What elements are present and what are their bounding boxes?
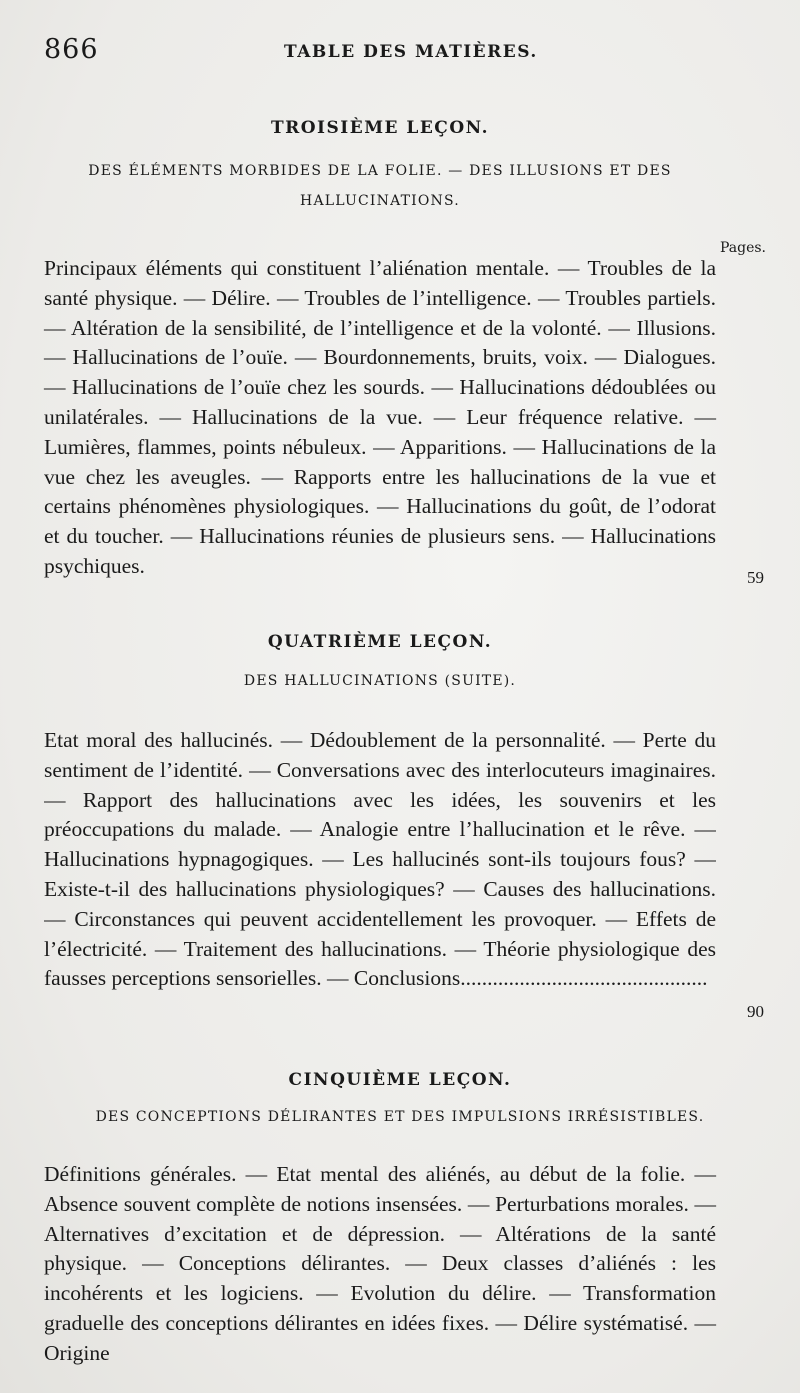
- lesson-subtitle: DES ÉLÉMENTS MORBIDES DE LA FOLIE. — DES ILLUSIONS ET DES HALLUCINATIONS.: [88, 163, 672, 209]
- page-reference: 90: [747, 1002, 764, 1021]
- lesson-4: [44, 632, 716, 696]
- lesson-text: Définitions générales. — Etat mental des aliénés, au début de la folie. — Absence souvent complète de notions insensées. — Perturbations morales. — Alternatives d’excitation et de dépression. — Altérations de la santé physique. — Conceptions délirantes. — Deux classes d’aliénés : les incohérents et les logiciens. — Evolution du délire. — Transformation graduelle des conceptions délirantes en idées fixes. — Délire systématisé. — Origine: [44, 1162, 716, 1365]
- running-title: TABLE DES MATIÈRES.: [284, 42, 538, 62]
- page-header: [44, 34, 760, 74]
- lesson-text: Etat moral des hallucinés. — Dédoublement de la personnalité. — Perte du sentiment de l’identité. — Conversations avec des interlocuteurs imaginaires. — Rapport des hallucinations avec les idées, les souvenirs et les préoccupations du malade. — Analogie entre l’hallucination et le rêve. — Hallucinations hypnagogiques. — Les hallucinés sont-ils toujours fous? — Existe-t-il des hallucinations physiologiques? — Causes des hallucinations. — Circonstances qui peuvent accidentellement les provoquer. — Effets de l’électricité. — Traitement des hallucinations. — Théorie physiologique des fausses perceptions sensorielles. — Conclusions..............................................: [44, 728, 716, 991]
- lesson-title: CINQUIÈME LEÇON.: [288, 1070, 512, 1090]
- lesson-5: [30, 1070, 770, 1132]
- page-reference: 59: [747, 568, 764, 587]
- lesson-title: QUATRIÈME LEÇON.: [267, 632, 493, 652]
- lesson-subtitle: DES CONCEPTIONS DÉLIRANTES ET DES IMPULSIONS IRRÉSISTIBLES.: [95, 1109, 705, 1125]
- lesson-3: [44, 118, 716, 216]
- lesson-text: Principaux éléments qui constituent l’aliénation mentale. — Troubles de la santé physique. — Délire. — Troubles de l’intelligence. — Troubles partiels. — Altération de la sensibilité, de l’intelligence et de la volonté. — Illusions. — Hallucinations de l’ouïe. — Bourdonnements, bruits, voix. — Dialogues. — Hallucinations de l’ouïe chez les sourds. — Hallucinations dédoublées ou unilatérales. — Hallucinations de la vue. — Leur fréquence relative. — Lumières, flammes, points nébuleux. — Apparitions. — Hallucinations de la vue chez les aveugles. — Rapports entre les hallucinations de la vue et certains phénomènes physiologiques. — Hallucinations du goût, de l’odorat et du toucher. — Hallucinations réunies de plusieurs sens. — Hallucinations psychiques.: [44, 256, 716, 578]
- lesson-title: TROISIÈME LEÇON.: [270, 118, 490, 138]
- lesson-3-body: [44, 254, 716, 582]
- lesson-subtitle: DES HALLUCINATIONS (SUITE).: [243, 673, 517, 689]
- lesson-4-body: [44, 726, 716, 1026]
- page-number: 866: [44, 34, 99, 65]
- pages-label: Pages.: [719, 240, 766, 256]
- lesson-5-body: [44, 1160, 716, 1369]
